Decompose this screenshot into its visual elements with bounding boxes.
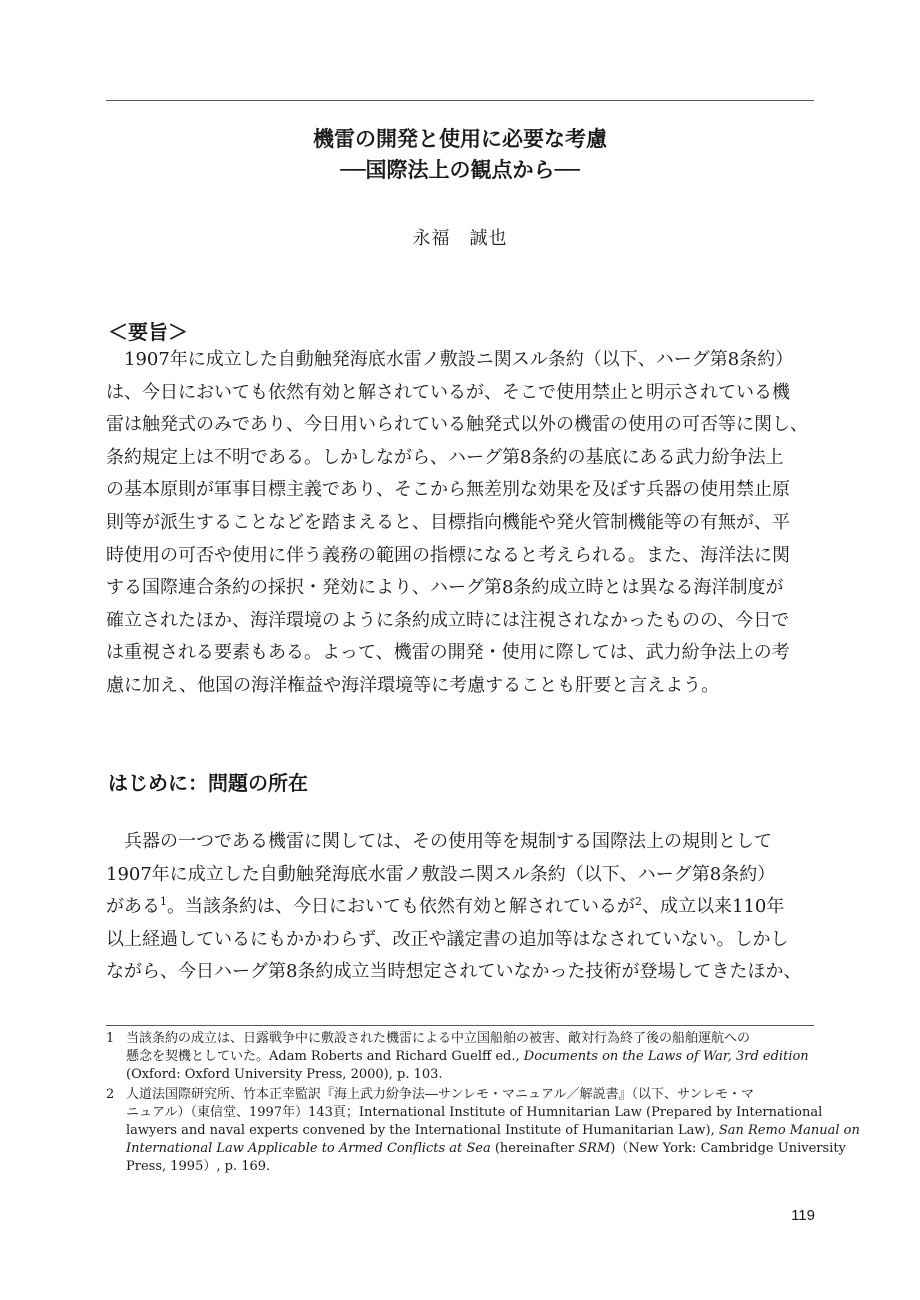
body-line: 以上経過しているにもかかわらず、改正や議定書の追加等はなされていない。しかし <box>106 928 789 950</box>
footnote-text: (hereinafter <box>490 1141 579 1156</box>
abstract-line: 確立されたほか、海洋環境のように条約成立時には注視されなかったものの、今日で <box>106 609 790 631</box>
article-subtitle: ──国際法上の観点から── <box>340 157 580 182</box>
article-title: 機雷の開発と使用に必要な考慮 <box>313 126 607 151</box>
abstract-line: 1907年に成立した自動触発海底水雷ノ敷設ニ関スル条約（以下、ハーグ第8条約） <box>124 349 794 370</box>
footnote-1 <box>106 1030 814 1084</box>
footnote-rule <box>106 1025 814 1026</box>
footnote-text: lawyers and naval experts convened by the International Institute of Humanitarian Law), <box>126 1123 719 1138</box>
footnote-number: 1 <box>106 1031 115 1046</box>
footnote-text: ニュアル）（東信堂、1997年）143頁；International Institute of Humnitarian Law (Prepared by International <box>126 1105 823 1120</box>
footnote-book-title: International Law Applicable to Armed Conflicts at Sea <box>126 1141 491 1156</box>
abstract-line: 慮に加え、他国の海洋権益や海洋環境等に考慮することも肝要と言えよう。 <box>106 674 720 696</box>
author-name: 永福 誠也 <box>412 228 508 249</box>
header-rule <box>106 100 814 101</box>
abstract-body <box>106 344 814 703</box>
abstract-line: の基本原則が軍事目標主義であり、そこから無差別な効果を及ぼす兵器の使用禁止原 <box>106 479 790 501</box>
abstract-line: 雷は触発式のみであり、今日用いられている触発式以外の機雷の使用の可否等に関し、 <box>106 414 808 436</box>
page-number: 119 <box>791 1207 815 1224</box>
text-run: 、成立以来110年 <box>642 896 785 918</box>
section-heading: はじめに：問題の所在 <box>108 771 308 795</box>
body-line <box>106 891 814 924</box>
footnote-text: )（New York: Cambridge University <box>610 1141 846 1156</box>
abstract-line: 則等が派生することなどを踏まえると、目標指向機能や発火管制機能等の有無が、平 <box>106 511 790 533</box>
body-line: ながら、今日ハーグ第8条約成立当時想定されていなかった技術が登場してきたほか、 <box>106 961 802 983</box>
footnote-book-title: Documents on the Laws of War, 3rd edition <box>523 1049 809 1064</box>
footnote-2 <box>106 1086 860 1176</box>
text-run: がある <box>106 896 160 918</box>
footnote-ref-1[interactable]: 1 <box>160 895 167 909</box>
abstract-heading: ＜要旨＞ <box>108 320 188 344</box>
abstract-line: は重視される要素もある。よって、機雷の開発・使用に際しては、武力紛争法上の考 <box>106 642 790 664</box>
footnote-text: 懸念を契機としていた。Adam Roberts and Richard Guelff ed., <box>126 1049 524 1064</box>
body-line: 1907年に成立した自動触発海底水雷ノ敷設ニ関スル条約（以下、ハーグ第8条約） <box>106 863 776 885</box>
text-run: 。当該条約は、今日においても依然有効と解されているが <box>167 896 635 918</box>
body-line: 兵器の一つである機雷に関しては、その使用等を規制する国際法上の規則として <box>124 831 772 852</box>
abstract-line: は、今日においても依然有効と解されているが、そこで使用禁止と明示されている機 <box>106 381 790 403</box>
intro-body <box>106 826 814 989</box>
footnote-text: Press, 1995）, p. 169. <box>126 1159 271 1174</box>
footnote-text: 当該条約の成立は、日露戦争中に敷設された機雷による中立国船舶の被害、敵対行為終了後の船舶運航への <box>126 1031 751 1046</box>
footnote-number: 2 <box>106 1087 115 1102</box>
footnote-text: 人道法国際研究所、竹本正幸監訳『海上武力紛争法―サンレモ・マニュアル／解説書』（以下、サンレモ・マ <box>126 1087 755 1102</box>
footnote-book-title: San Remo Manual on <box>718 1123 860 1138</box>
footnote-text: (Oxford: Oxford University Press, 2000), p. 103. <box>126 1067 443 1082</box>
abstract-line: 条約規定上は不明である。しかしながら、ハーグ第8条約の基底にある武力紛争法上 <box>106 446 784 468</box>
footnote-ref-2[interactable]: 2 <box>635 895 642 909</box>
abstract-line: する国際連合条約の採択・発効により、ハーグ第8条約成立時とは異なる海洋制度が <box>106 577 784 599</box>
abstract-line: 時使用の可否や使用に伴う義務の範囲の指標になると考えられる。また、海洋法に関 <box>106 544 790 566</box>
footnote-abbrev: SRM <box>578 1141 611 1156</box>
